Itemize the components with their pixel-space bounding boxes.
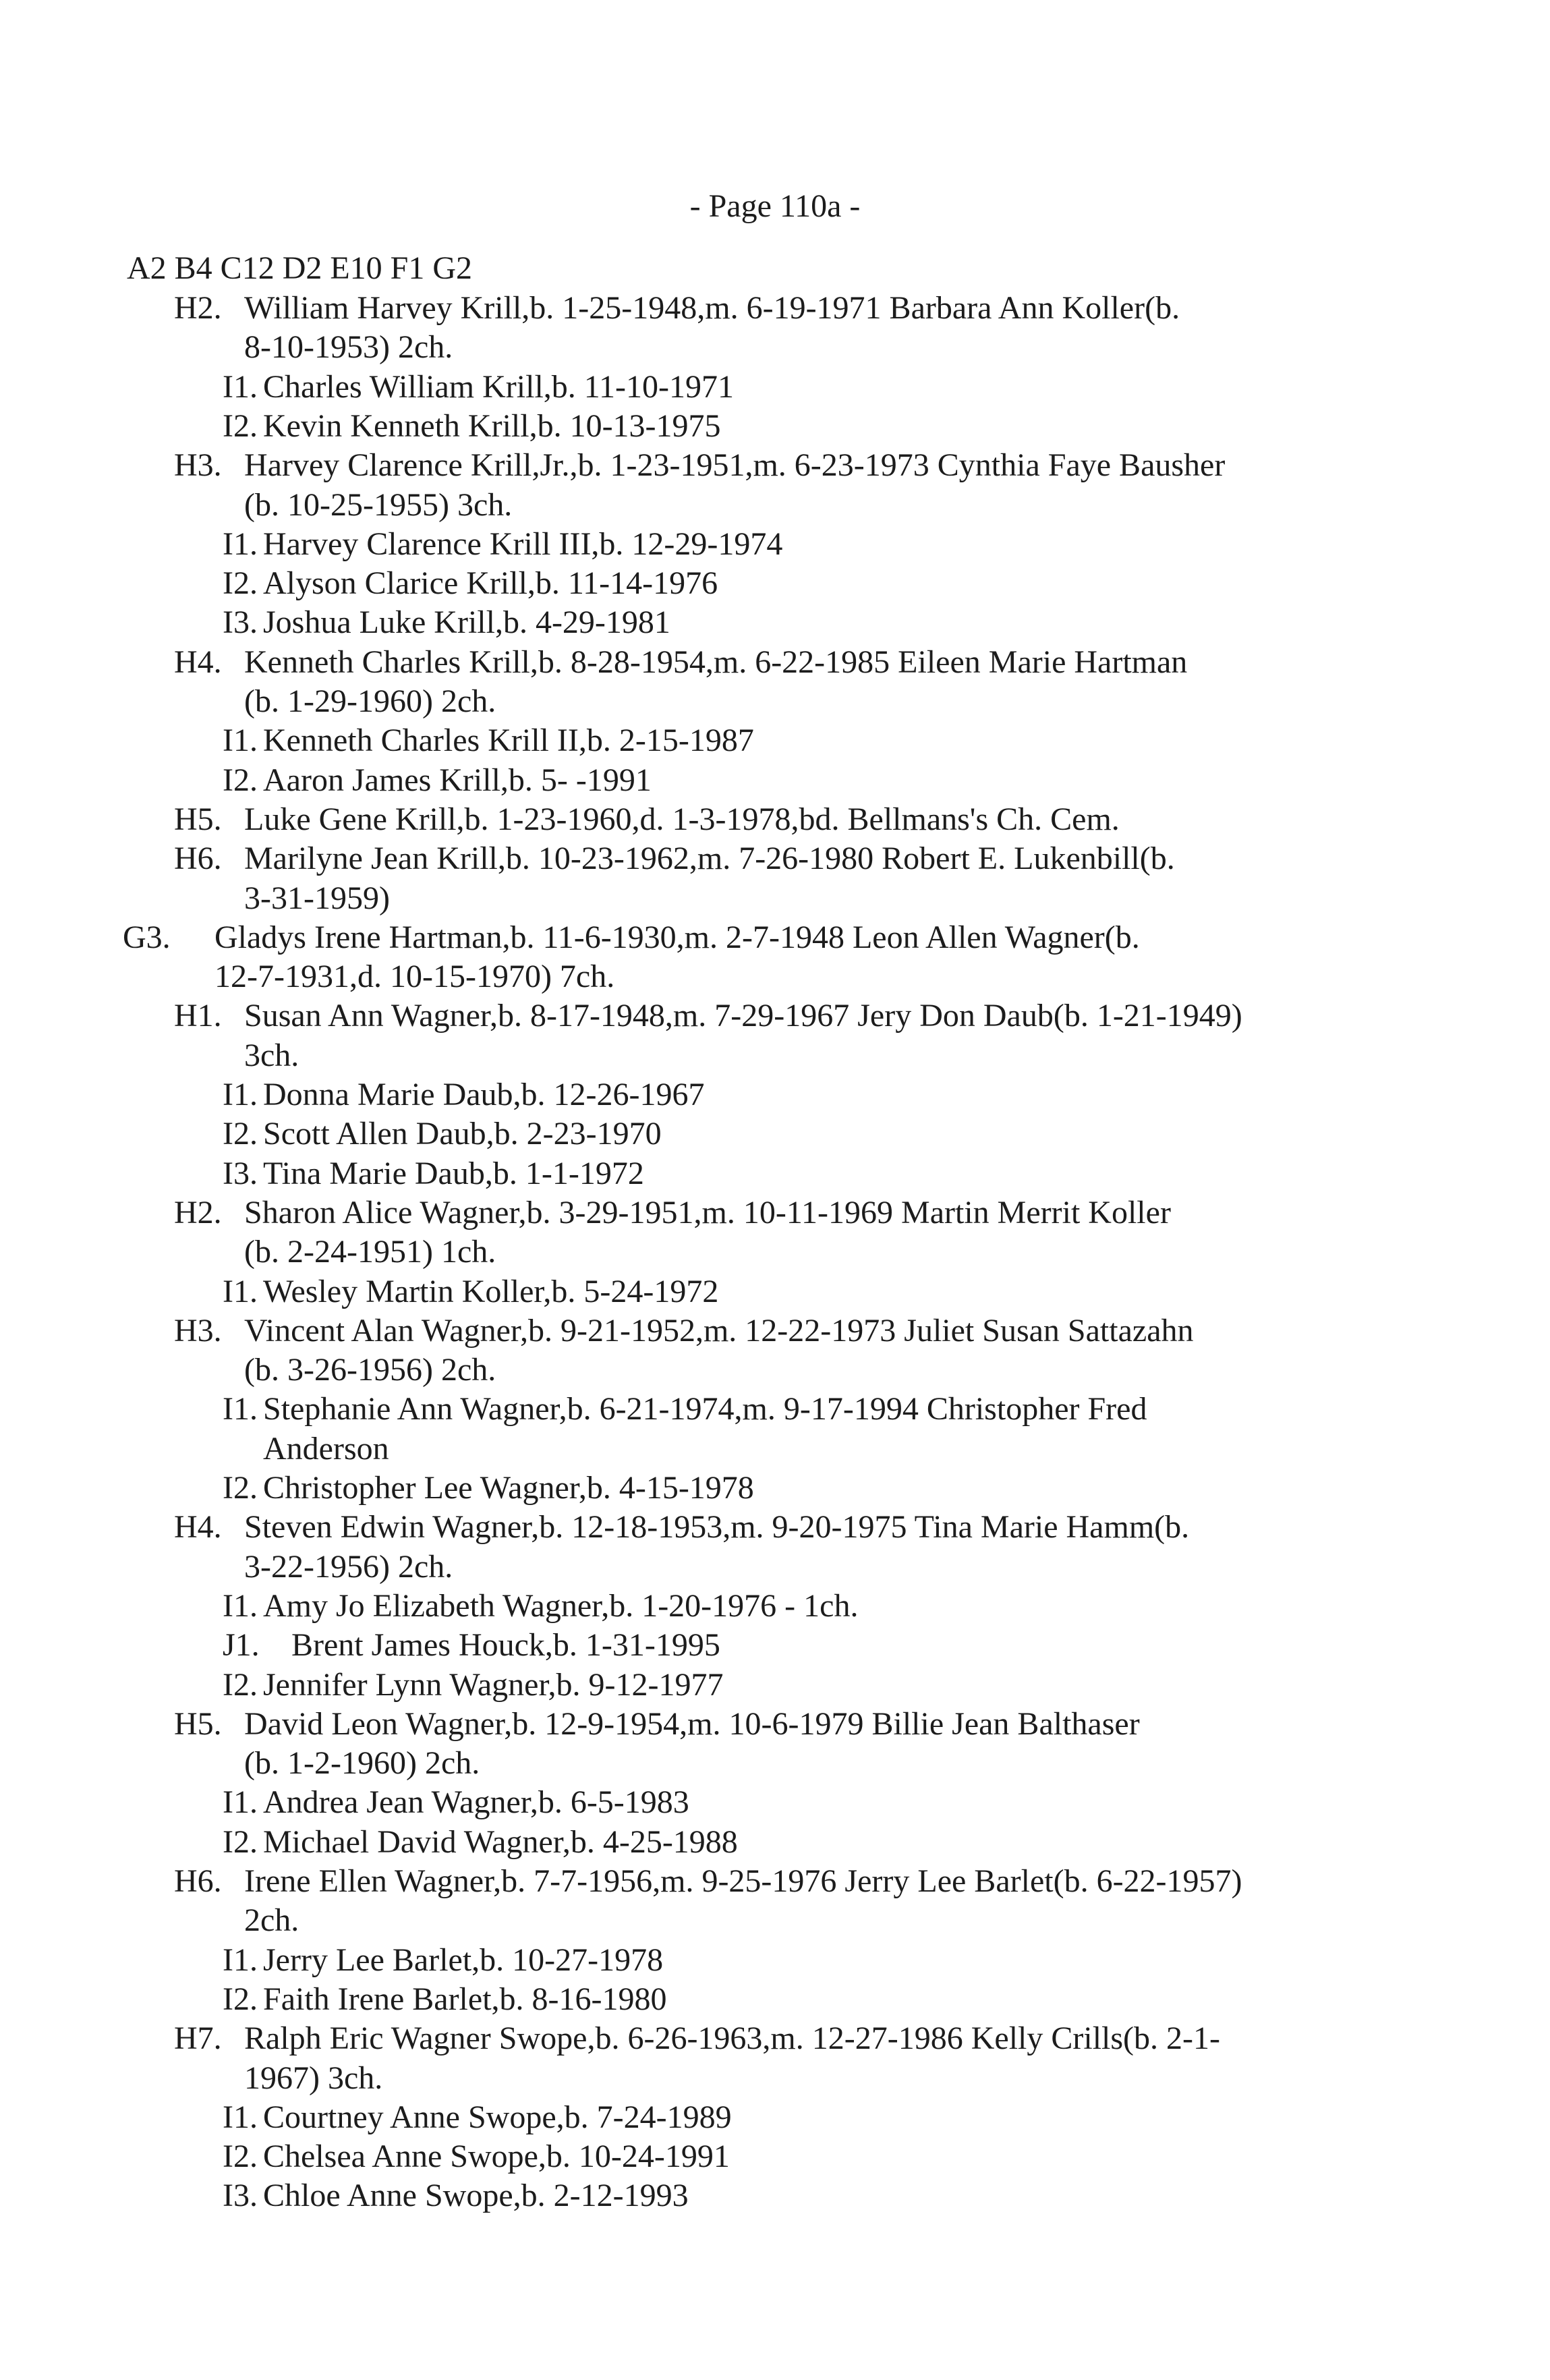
- entry-line: [0, 1626, 1550, 1665]
- entry-text: 3-22-1956) 2ch.: [244, 1548, 453, 1585]
- generation-code: G3.: [123, 919, 171, 955]
- entry-text: Harvey Clarence Krill,Jr.,b. 1-23-1951,m. 6-23-1973 Cynthia Faye Bausher: [244, 447, 1226, 484]
- generation-code: I1.: [223, 1784, 258, 1821]
- generation-code: I2.: [223, 407, 258, 444]
- entry-line: [0, 525, 1550, 564]
- entry-text: Sharon Alice Wagner,b. 3-29-1951,m. 10-11-1969 Martin Merrit Koller: [244, 1194, 1171, 1230]
- generation-code: H2.: [174, 1194, 222, 1230]
- entry-line: [0, 446, 1550, 485]
- generation-code: I1.: [223, 1391, 258, 1427]
- entry-text: Jerry Lee Barlet,b. 10-27-1978: [263, 1942, 664, 1978]
- entry-line: [0, 1036, 1550, 1075]
- generation-code: I1.: [223, 368, 258, 405]
- entry-text: Brent James Houck,b. 1-31-1995: [291, 1627, 720, 1664]
- entry-line: [0, 721, 1550, 760]
- entry-line: [0, 918, 1550, 957]
- entry-line: [0, 2176, 1550, 2215]
- entry-text: Jennifer Lynn Wagner,b. 9-12-1977: [263, 1666, 724, 1703]
- entry-text: Harvey Clarence Krill III,b. 12-29-1974: [263, 526, 783, 562]
- entry-line: [0, 1666, 1550, 1705]
- entry-line: [0, 2059, 1550, 2098]
- entry-line: [0, 603, 1550, 642]
- entry-text: Ralph Eric Wagner Swope,b. 6-26-1963,m. 12-27-1986 Kelly Crills(b. 2-1-: [244, 2020, 1221, 2057]
- generation-code: H4.: [174, 644, 222, 680]
- lineage-code: A2 B4 C12 D2 E10 F1 G2: [127, 250, 473, 286]
- entry-text: 3-31-1959): [244, 880, 390, 916]
- entry-line: [0, 1744, 1550, 1783]
- entry-line: [0, 1469, 1550, 1508]
- entry-text: Donna Marie Daub,b. 12-26-1967: [263, 1077, 705, 1112]
- entry-line: [0, 1154, 1550, 1193]
- entry-line: [0, 761, 1550, 800]
- generation-code: H3.: [174, 447, 222, 484]
- entry-text: Amy Jo Elizabeth Wagner,b. 1-20-1976 - 1ch.: [263, 1587, 859, 1624]
- generation-code: H6.: [174, 841, 222, 877]
- entry-line: [0, 800, 1550, 839]
- generation-code: I2.: [223, 1981, 258, 2017]
- generation-code: I1.: [223, 1273, 258, 1309]
- entry-text: Alyson Clarice Krill,b. 11-14-1976: [263, 565, 718, 602]
- generation-code: I2.: [223, 2138, 258, 2175]
- generation-code: I2.: [223, 565, 258, 602]
- entry-line: [0, 1193, 1550, 1232]
- entry-line: [0, 328, 1550, 367]
- entry-text: Wesley Martin Koller,b. 5-24-1972: [263, 1273, 719, 1309]
- entry-line: [0, 1587, 1550, 1626]
- entry-text: Faith Irene Barlet,b. 8-16-1980: [263, 1981, 667, 2017]
- entry-line: [0, 1114, 1550, 1154]
- generation-code: I2.: [223, 1116, 258, 1152]
- entry-line: [0, 1272, 1550, 1311]
- entry-text: Susan Ann Wagner,b. 8-17-1948,m. 7-29-1967 Jery Don Daub(b. 1-21-1949): [244, 998, 1242, 1034]
- entry-line: [0, 2098, 1550, 2137]
- entry-line: [0, 486, 1550, 525]
- generation-code: H6.: [174, 1863, 222, 1899]
- entry-line: [0, 2137, 1550, 2176]
- generation-code: I1.: [223, 1942, 258, 1978]
- entry-line: [0, 2019, 1550, 2058]
- generation-code: I1.: [223, 2099, 258, 2135]
- entry-text: (b. 1-29-1960) 2ch.: [244, 683, 496, 719]
- generation-code: H5.: [174, 801, 222, 837]
- entry-text: Scott Allen Daub,b. 2-23-1970: [263, 1116, 662, 1152]
- generation-code: I2.: [223, 1666, 258, 1703]
- generation-code: H7.: [174, 2020, 222, 2057]
- entry-line: [0, 564, 1550, 603]
- entry-line: [0, 1232, 1550, 1272]
- entry-text: 3ch.: [244, 1037, 299, 1073]
- entry-line: [0, 1508, 1550, 1547]
- generation-code: H2.: [174, 290, 222, 326]
- entry-line: [0, 1783, 1550, 1822]
- entry-text: Irene Ellen Wagner,b. 7-7-1956,m. 9-25-1976 Jerry Lee Barlet(b. 6-22-1957): [244, 1863, 1242, 1899]
- entry-text: Andrea Jean Wagner,b. 6-5-1983: [263, 1784, 689, 1821]
- generation-code: I3.: [223, 2178, 258, 2214]
- entry-text: Vincent Alan Wagner,b. 9-21-1952,m. 12-22-1973 Juliet Susan Sattazahn: [244, 1312, 1194, 1349]
- entry-text: Kenneth Charles Krill II,b. 2-15-1987: [263, 722, 754, 759]
- entry-line: [0, 879, 1550, 918]
- page-number-label: - Page 110a -: [689, 188, 861, 224]
- entry-line: [0, 1429, 1550, 1469]
- entry-line: [0, 1390, 1550, 1429]
- entry-line: [0, 407, 1550, 446]
- entry-line: [0, 1901, 1550, 1940]
- entry-text: 12-7-1931,d. 10-15-1970) 7ch.: [214, 959, 615, 995]
- generation-code: H5.: [174, 1705, 222, 1742]
- entry-text: (b. 3-26-1956) 2ch.: [244, 1352, 496, 1388]
- entry-text: (b. 1-2-1960) 2ch.: [244, 1745, 480, 1782]
- entry-text: (b. 10-25-1955) 3ch.: [244, 486, 513, 523]
- generation-code: I2.: [223, 762, 258, 798]
- generation-code: I3.: [223, 1155, 258, 1191]
- entry-text: Steven Edwin Wagner,b. 12-18-1953,m. 9-20-1975 Tina Marie Hamm(b.: [244, 1509, 1190, 1546]
- entry-text: Tina Marie Daub,b. 1-1-1972: [263, 1155, 644, 1191]
- entry-text: Chelsea Anne Swope,b. 10-24-1991: [263, 2138, 730, 2175]
- entry-text: Charles William Krill,b. 11-10-1971: [263, 368, 734, 405]
- generation-code: I2.: [223, 1823, 258, 1860]
- entry-line: [0, 1823, 1550, 1862]
- generation-code: I1.: [223, 1587, 258, 1624]
- entry-text: Christopher Lee Wagner,b. 4-15-1978: [263, 1470, 754, 1506]
- generation-code: H3.: [174, 1312, 222, 1349]
- entry-line: [0, 839, 1550, 878]
- entry-line: [0, 1548, 1550, 1587]
- entry-text: Chloe Anne Swope,b. 2-12-1993: [263, 2178, 689, 2214]
- entry-line: [0, 368, 1550, 407]
- entry-text: Kenneth Charles Krill,b. 8-28-1954,m. 6-22-1985 Eileen Marie Hartman: [244, 644, 1188, 680]
- entry-line: [0, 682, 1550, 721]
- entry-text: Kevin Kenneth Krill,b. 10-13-1975: [263, 407, 721, 444]
- generation-code: H1.: [174, 998, 222, 1034]
- generation-code: I2.: [223, 1470, 258, 1506]
- entry-text: Stephanie Ann Wagner,b. 6-21-1974,m. 9-17-1994 Christopher Fred: [263, 1391, 1147, 1427]
- entry-text: David Leon Wagner,b. 12-9-1954,m. 10-6-1979 Billie Jean Balthaser: [244, 1705, 1140, 1742]
- entry-text: Anderson: [263, 1430, 389, 1467]
- entry-text: 1967) 3ch.: [244, 2060, 383, 2096]
- generation-code: I1.: [223, 526, 258, 562]
- entry-line: [0, 1075, 1550, 1114]
- entry-line: [0, 1311, 1550, 1351]
- entry-line: [0, 1705, 1550, 1744]
- entry-text: 2ch.: [244, 1902, 299, 1939]
- entry-line: [0, 1980, 1550, 2019]
- entry-line: [0, 957, 1550, 996]
- generation-code: I1.: [223, 722, 258, 759]
- entry-text: Joshua Luke Krill,b. 4-29-1981: [263, 604, 670, 641]
- entry-text: Aaron James Krill,b. 5- -1991: [263, 762, 652, 798]
- entry-text: Gladys Irene Hartman,b. 11-6-1930,m. 2-7-1948 Leon Allen Wagner(b.: [214, 919, 1140, 955]
- entry-text: Marilyne Jean Krill,b. 10-23-1962,m. 7-26-1980 Robert E. Lukenbill(b.: [244, 841, 1175, 877]
- entry-text: Courtney Anne Swope,b. 7-24-1989: [263, 2099, 732, 2135]
- entry-text: (b. 2-24-1951) 1ch.: [244, 1234, 496, 1270]
- entry-text: William Harvey Krill,b. 1-25-1948,m. 6-19-1971 Barbara Ann Koller(b.: [244, 290, 1180, 326]
- entry-line: [0, 1941, 1550, 1980]
- entry-line: [0, 289, 1550, 328]
- generation-code: I1.: [223, 1077, 258, 1112]
- entry-text: Luke Gene Krill,b. 1-23-1960,d. 1-3-1978,bd. Bellmans's Ch. Cem.: [244, 801, 1120, 837]
- generation-code: I3.: [223, 604, 258, 641]
- entry-line: [0, 996, 1550, 1036]
- entry-text: 8-10-1953) 2ch.: [244, 329, 453, 366]
- entry-line: [0, 1862, 1550, 1901]
- entry-line: [0, 643, 1550, 682]
- entry-line: [0, 1351, 1550, 1390]
- entry-text: Michael David Wagner,b. 4-25-1988: [263, 1823, 738, 1860]
- generation-code: J1.: [223, 1627, 260, 1664]
- generation-code: H4.: [174, 1509, 222, 1546]
